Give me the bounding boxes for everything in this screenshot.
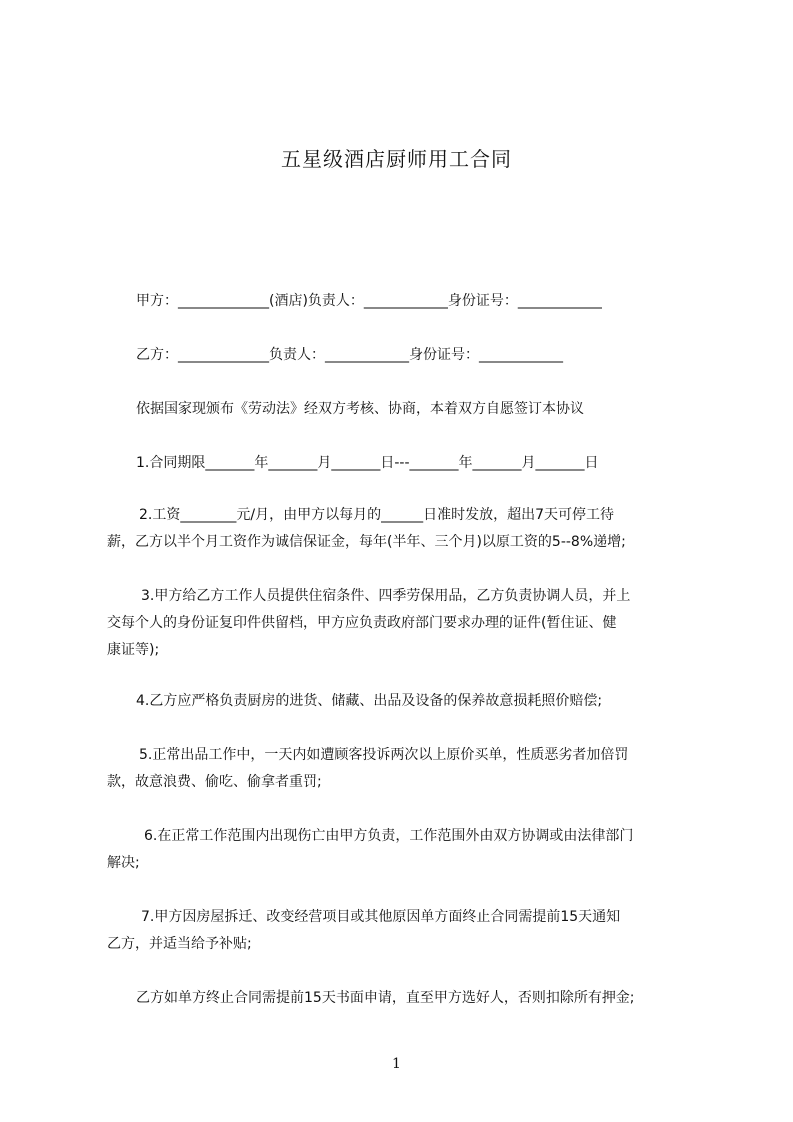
clause-7-line-1: 7.甲方因房屋拆迁、改变经营项目或其他原因单方面终止合同需提前15天通知	[141, 909, 621, 925]
clause-1: 1.合同期限_______年_______月_______日---_______年_______月_______日	[136, 455, 599, 471]
party-a-line: 甲方：_____________(酒店)负责人：____________身份证号：____________	[136, 293, 602, 309]
page-number: 1	[392, 1056, 401, 1072]
party-b-line: 乙方：_____________负责人：____________身份证号：____________	[136, 347, 563, 363]
clause-3-line-2: 交每个人的身份证复印件供留档，甲方应负责政府部门要求办理的证件(暂住证、健	[107, 615, 617, 631]
clause-4: 4.乙方应严格负责厨房的进货、储藏、出品及设备的保养故意损耗照价赔偿;	[136, 693, 603, 709]
clause-5-line-2: 款，故意浪费、偷吃、偷拿者重罚;	[107, 774, 322, 790]
intro-paragraph: 依据国家现颁布《劳动法》经双方考核、协商，本着双方自愿签订本协议	[136, 401, 584, 417]
clause-8: 乙方如单方终止合同需提前15天书面申请，直至甲方选好人，否则扣除所有押金;	[136, 990, 635, 1006]
clause-5-line-1: 5.正常出品工作中，一天内如遭顾客投诉两次以上原价买单，性质恶劣者加倍罚	[139, 747, 629, 763]
clause-2-line-1: 2.工资________元/月，由甲方以每月的______日准时发放，超出7天可停工待	[139, 507, 614, 523]
clause-3-line-1: 3.甲方给乙方工作人员提供住宿条件、四季劳保用品，乙方负责协调人员，并上	[141, 588, 631, 604]
clause-2-line-2: 薪，乙方以半个月工资作为诚信保证金，每年(半年、三个月)以原工资的5--8%递增;	[107, 534, 626, 550]
document-title: 五星级酒店厨师用工合同	[281, 147, 512, 171]
clause-3-line-3: 康证等);	[107, 642, 160, 658]
clause-6-line-1: 6.在正常工作范围内出现伤亡由甲方负责，工作范围外由双方协调或由法律部门	[144, 828, 634, 844]
clause-6-line-2: 解决;	[107, 855, 140, 871]
clause-7-line-2: 乙方，并适当给予补贴;	[107, 936, 252, 952]
